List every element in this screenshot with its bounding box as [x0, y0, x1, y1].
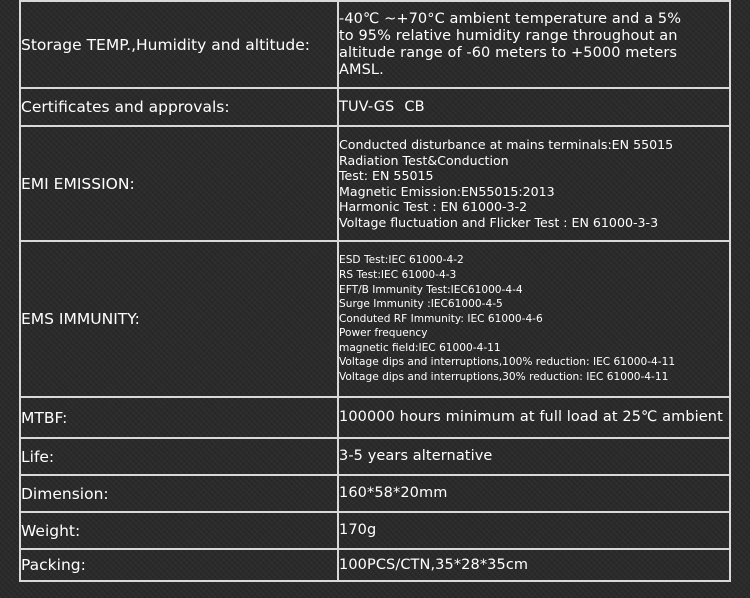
mtbf-value: 100000 hours minimum at full load at 25℃ ambient [338, 397, 730, 438]
spec-row-ems [20, 241, 730, 397]
spec-row-packing [20, 549, 730, 581]
weight-label: Weight: [20, 512, 338, 549]
storage-value-line: to 95% relative humidity range throughout an [339, 27, 678, 44]
spec-table [19, 0, 731, 582]
emi-value-line: Voltage fluctuation and Flicker Test : EN 61000-3-3 [339, 214, 659, 230]
ems-value-line: Voltage dips and interruptions,30% reduction: IEC 61000-4-11 [339, 371, 669, 384]
emi-value-line: Radiation Test&Conduction [339, 152, 509, 168]
spec-row-mtbf [20, 397, 730, 438]
storage-value-line: -40℃ ~+70°C ambient temperature and a 5% [339, 10, 682, 27]
storage-value-line: altitude range of -60 meters to +5000 meters [339, 44, 678, 61]
ems-value-line: Power frequency [339, 327, 428, 340]
mtbf-label: MTBF: [20, 397, 338, 438]
spec-row-storage [20, 1, 730, 88]
emi-value-line: Conducted disturbance at mains terminals:EN 55015 [339, 137, 674, 152]
ems-value-line: EFT/B Immunity Test:IEC61000-4-4 [339, 283, 523, 296]
ems-value-line: ESD Test:IEC 61000-4-2 [339, 254, 464, 267]
spec-row-dimension [20, 475, 730, 512]
certificate-cb: CB [404, 98, 425, 115]
ems-value [338, 241, 730, 397]
spec-row-emi [20, 126, 730, 241]
emi-label: EMI EMISSION: [20, 126, 338, 241]
weight-value: 170g [338, 512, 730, 549]
spec-row-weight [20, 512, 730, 549]
certificate-tuv-gs: TUV-GS [339, 98, 395, 115]
life-value: 3-5 years alternative [338, 438, 730, 475]
ems-value-line: Surge Immunity :IEC61000-4-5 [339, 298, 503, 311]
emi-value-line: Harmonic Test : EN 61000-3-2 [339, 199, 528, 214]
spec-row-certificates [20, 88, 730, 126]
ems-value-line: magnetic field:IEC 61000-4-11 [339, 341, 501, 354]
emi-value [338, 126, 730, 241]
dimension-label: Dimension: [20, 475, 338, 512]
emi-value-line: Magnetic Emission:EN55015:2013 [339, 183, 555, 199]
emi-value-line: Test: EN 55015 [339, 168, 434, 183]
ems-value-line: RS Test:IEC 61000-4-3 [339, 268, 457, 281]
certificates-value [338, 88, 730, 126]
storage-label: Storage TEMP.,Humidity and altitude: [20, 1, 338, 88]
ems-value-line: Conduted RF Immunity: IEC 61000-4-6 [339, 312, 543, 325]
certificates-label: Certificates and approvals: [20, 88, 338, 126]
packing-value: 100PCS/CTN,35*28*35cm [338, 549, 730, 581]
packing-label: Packing: [20, 549, 338, 581]
spec-row-life [20, 438, 730, 475]
dimension-value: 160*58*20mm [338, 475, 730, 512]
ems-label: EMS IMMUNITY: [20, 241, 338, 397]
ems-value-line: Voltage dips and interruptions,100% reduction: IEC 61000-4-11 [339, 356, 676, 369]
storage-value [338, 1, 730, 88]
life-label: Life: [20, 438, 338, 475]
storage-value-line: AMSL. [339, 61, 384, 78]
